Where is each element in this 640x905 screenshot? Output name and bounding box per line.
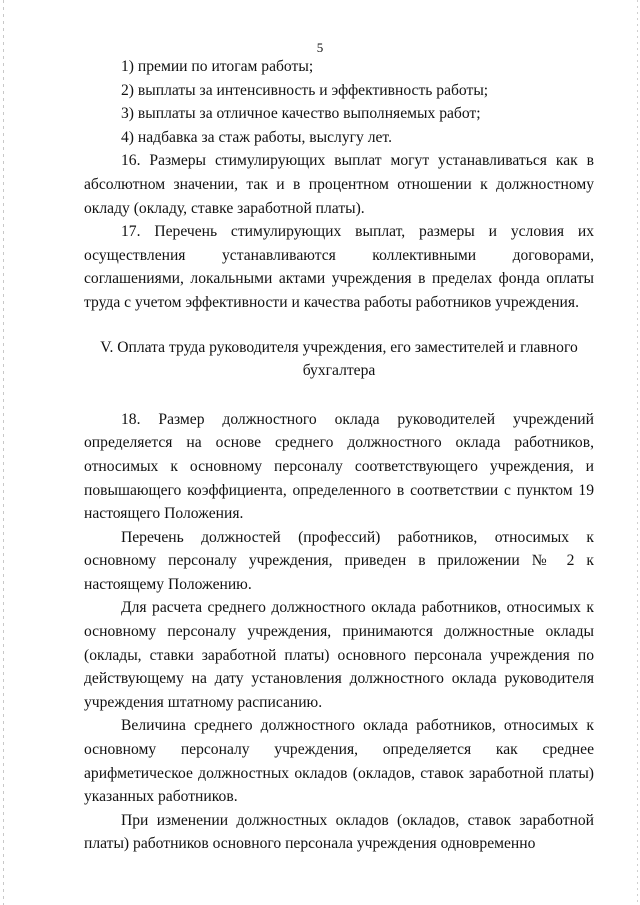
paragraph: При изменении должностных окладов (окладов, ставок заработной платы) работников основного персонала учреждения одновременно xyxy=(84,811,594,853)
paragraph: Перечень должностей (профессий) работников, относимых к основному персоналу учреждения, приведен в приложении № 2 к настоящему Положению. xyxy=(84,528,594,593)
paragraph: Для расчета среднего должностного оклада работников, относимых к основному персоналу учреждения, принимаются должностные оклады (оклады, ставки заработной платы) основного персонала учреждения по действующему на дату установления должностного оклада руководителя учреждения штатному расписанию. xyxy=(84,599,594,711)
paragraph-16: 16. Размеры стимулирующих выплат могут устанавливаться как в абсолютном значении, так и в процентном отношении к должностному окладу (окладу, ставке заработной платы). xyxy=(84,152,594,217)
paragraph-17: 17. Перечень стимулирующих выплат, размеры и условия их осуществления устанавливаются коллективными договорами, соглашениями, локальными актами учреждения в пределах фонда оплаты труда с учетом эффективности и качества работы работников учреждения. xyxy=(84,223,594,311)
paragraph-18: 18. Размер должностного оклада руководителей учреждений определяется на основе среднего должностного оклада работников, относимых к основному персоналу соответствующего учреждения, и повышающего коэффициента, определенного в соответствии с пунктом 19 настоящего Положения. xyxy=(84,410,594,523)
scan-edge-right xyxy=(637,0,638,905)
list-item: 2) выплаты за интенсивность и эффективность работы; xyxy=(121,81,489,99)
list-item: 4) надбавка за стаж работы, выслугу лет. xyxy=(121,128,392,146)
list-item: 3) выплаты за отличное качество выполняемых работ; xyxy=(121,105,481,123)
section-heading: V. Оплата труда руководителя учреждения, его заместителей и главного бухгалтера xyxy=(100,338,578,380)
document-body xyxy=(84,55,594,856)
list-item: 1) премии по итогам работы; xyxy=(121,58,314,75)
page-number: 5 xyxy=(316,40,324,55)
paragraph: Величина среднего должностного оклада работников, относимых к основному персоналу учреждения, определяется как среднее арифметическое должностных окладов (окладов, ставок заработной платы) указанных работников. xyxy=(84,717,594,806)
scan-edge-left xyxy=(3,0,4,905)
